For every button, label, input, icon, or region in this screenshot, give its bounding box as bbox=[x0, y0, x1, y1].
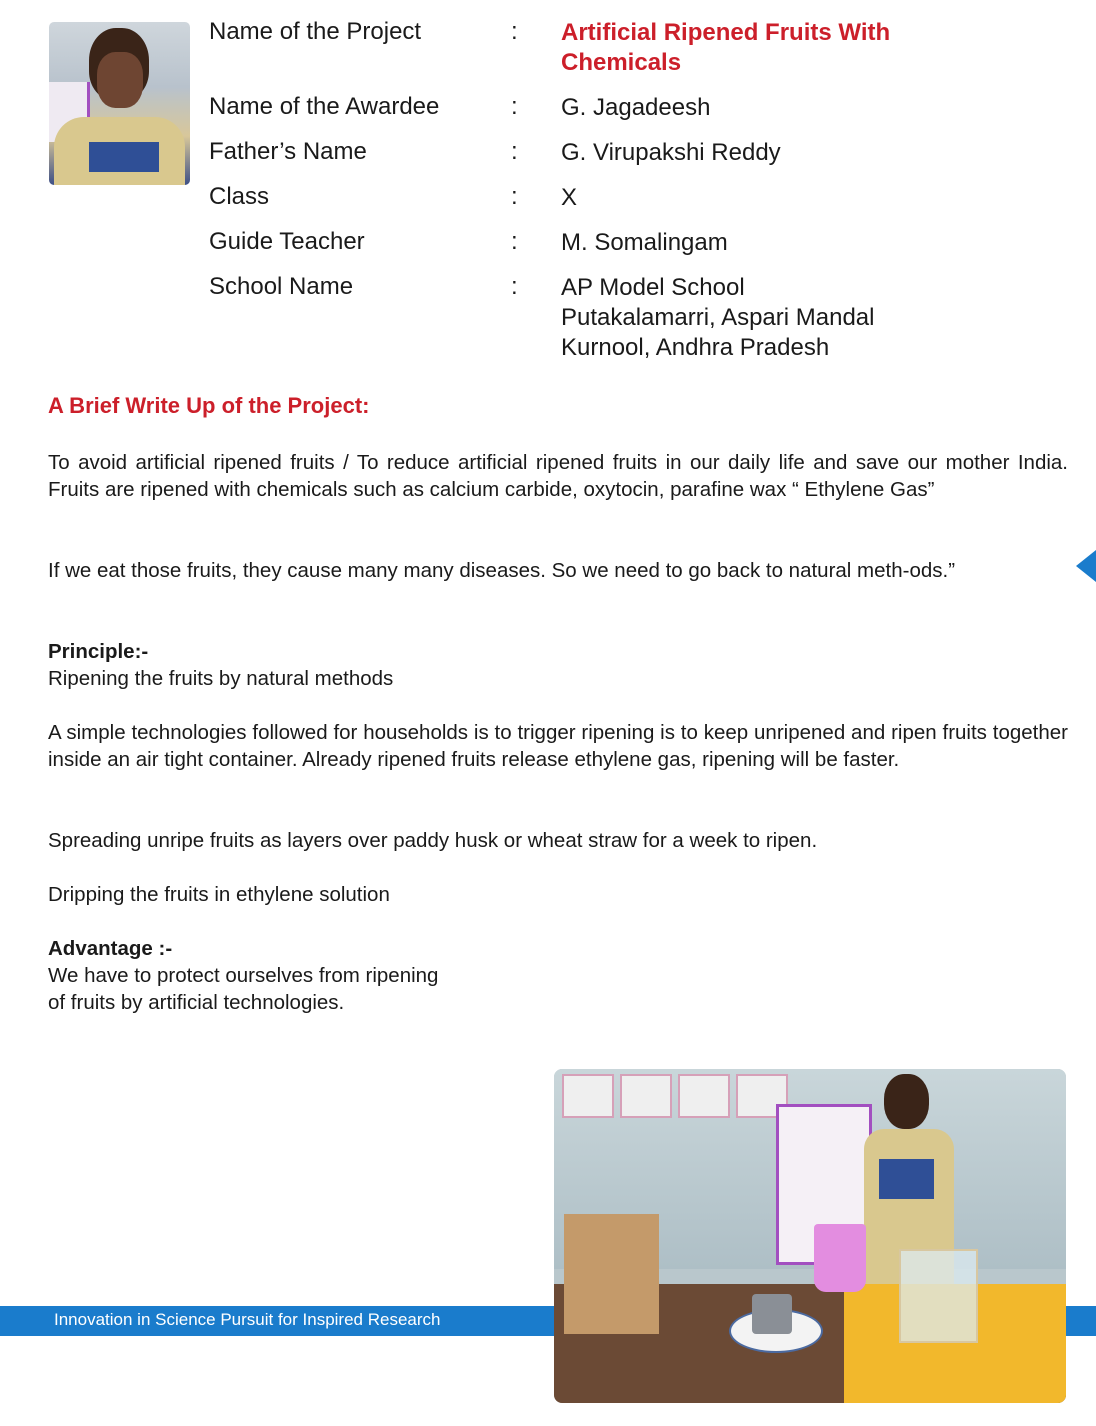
paragraph-text: Spreading unripe fruits as layers over paddy husk or wheat straw for a week to ripen. bbox=[48, 829, 818, 852]
detail-label: Guide Teacher bbox=[209, 228, 365, 255]
detail-label: Name of the Project bbox=[209, 18, 422, 45]
portrait-face bbox=[97, 52, 143, 108]
photo-wall-poster bbox=[678, 1074, 730, 1118]
method-paragraph-2 bbox=[48, 827, 1068, 854]
awardee-portrait-photo bbox=[49, 22, 190, 185]
detail-colon: : bbox=[511, 138, 518, 165]
principle-text: Ripening the fruits by natural methods bbox=[48, 667, 394, 690]
method-paragraph-1 bbox=[48, 719, 1068, 773]
photo-student-head bbox=[884, 1074, 929, 1129]
guide-teacher-name: M. Somalingam bbox=[561, 229, 728, 256]
detail-colon: : bbox=[511, 228, 518, 255]
paragraph-text: Dripping the fruits in ethylene solution bbox=[48, 883, 390, 906]
page-tab-arrow-icon bbox=[1076, 550, 1096, 582]
photo-student-stripe bbox=[879, 1159, 934, 1199]
principle-section bbox=[48, 638, 1068, 692]
portrait-shirt-stripe bbox=[89, 142, 159, 172]
detail-label: Father’s Name bbox=[209, 138, 367, 165]
advantage-line: of fruits by artificial technologies. bbox=[48, 991, 345, 1014]
school-address-line: Putakalamarri, Aspari Mandal bbox=[561, 304, 875, 331]
school-address-line: Kurnool, Andhra Pradesh bbox=[561, 334, 830, 361]
detail-colon: : bbox=[511, 93, 518, 120]
father-name: G. Virupakshi Reddy bbox=[561, 139, 781, 166]
advantage-heading: Advantage :- bbox=[48, 937, 173, 960]
awardee-name: G. Jagadeesh bbox=[561, 94, 711, 121]
school-name-line: AP Model School bbox=[561, 274, 745, 301]
detail-label: Name of the Awardee bbox=[209, 93, 440, 120]
project-title: Artificial Ripened Fruits With Chemicals bbox=[561, 19, 891, 76]
photo-steel-container bbox=[752, 1294, 792, 1334]
paragraph-text: A simple technologies followed for households is to trigger ripening is to keep unripened and ripen fruits together inside an air tight container. Already ripened fruits release ethylene gas, ripening will be faster. bbox=[48, 721, 1068, 771]
detail-colon: : bbox=[511, 183, 518, 210]
detail-label: School Name bbox=[209, 273, 354, 300]
project-exhibit-photo bbox=[554, 1069, 1066, 1403]
school-address bbox=[561, 273, 981, 363]
photo-wall-poster bbox=[620, 1074, 672, 1118]
advantage-section bbox=[48, 935, 1068, 1016]
detail-label: Class bbox=[209, 183, 270, 210]
photo-glass-box bbox=[899, 1249, 978, 1343]
paragraph-text: If we eat those fruits, they cause many many diseases. So we need to go back to natural meth-ods.” bbox=[48, 559, 956, 582]
intro-paragraph-2 bbox=[48, 557, 1068, 584]
writeup-heading: A Brief Write Up of the Project: bbox=[48, 393, 370, 418]
paragraph-text: To avoid artificial ripened fruits / To reduce artificial ripened fruits in our daily life and save our mother India. Fruits are ripened with chemicals such as calcium carbide, oxytocin, parafine wax “ Ethylene Gas” bbox=[48, 451, 1068, 501]
footer-tagline: Innovation in Science Pursuit for Inspired Research bbox=[54, 1310, 441, 1329]
photo-pink-jug bbox=[814, 1224, 866, 1292]
photo-wall-poster bbox=[562, 1074, 614, 1118]
principle-heading: Principle:- bbox=[48, 640, 149, 663]
detail-colon: : bbox=[511, 18, 518, 45]
photo-cardboard-box bbox=[564, 1214, 659, 1334]
class-value: X bbox=[561, 184, 578, 211]
advantage-line: We have to protect ourselves from ripening bbox=[48, 964, 439, 987]
method-paragraph-3 bbox=[48, 881, 1068, 908]
detail-colon: : bbox=[511, 273, 518, 300]
intro-paragraph-1 bbox=[48, 449, 1068, 503]
